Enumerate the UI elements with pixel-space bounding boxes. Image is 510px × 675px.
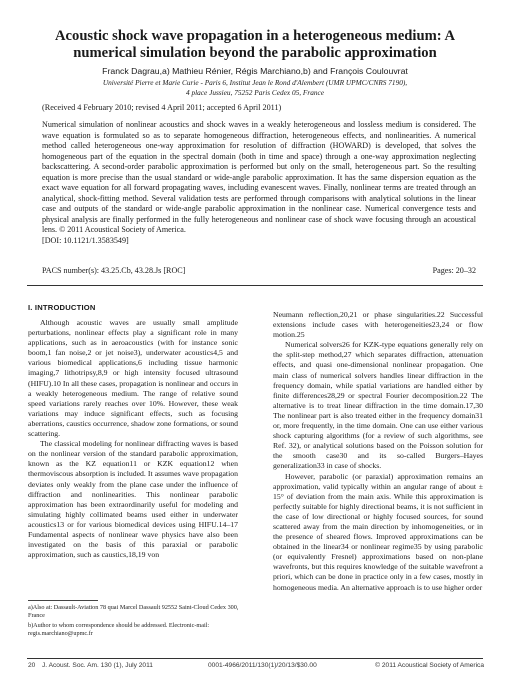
footnotes <box>28 600 240 640</box>
page-footer <box>28 661 484 671</box>
page-range: Pages: 20–32 <box>432 266 476 275</box>
article-code: 0001-4966/2011/130(1)/20/13/$30.00 <box>208 662 317 669</box>
journal-citation: J. Acoust. Soc. Am. 130 (1), July 2011 <box>42 662 153 669</box>
pacs-numbers: PACS number(s): 43.25.Cb, 43.28.Js [ROC] <box>42 266 186 275</box>
intro-paragraph-5: However, parabolic (or paraxial) approximation remains an approximation, valid typically within an angular range of about ± 15° of deviation from the main axis. While this approximation is perfectly suitable for highly directional beams, it is not sufficient in the case of low directional or highly focused sources, for sound scattered away from the main direction by inhomogeneities, or in the presence of sheared flows. Improved approximations can be obtained in the linear34 or nonlinear regime35 by using parabolic (or equivalently Fresnel) approximations based on non-plane wavefronts, but this requires knowledge of the suitable wavefront a priori, which can be done in practice only in a few cases, mostly in homogeneous media. An alternative approach is to use higher order <box>273 471 483 592</box>
page-number: 20 <box>28 662 36 669</box>
section-heading: I. INTRODUCTION <box>28 303 96 312</box>
footnote-divider <box>28 600 98 601</box>
author-list: Franck Dagrau,a) Mathieu Rénier, Régis Marchiano,b) and François Coulouvrat <box>102 66 408 76</box>
affiliation-line-1: Université Pierre et Marie Curie - Paris 6, Institut Jean le Rond d'Alembert (UMR UPMC/CNRS 7190), <box>102 78 408 87</box>
paper-title: Acoustic shock wave propagation in a heterogeneous medium: A numerical simulation beyond the parabolic approximation <box>55 28 455 61</box>
intro-paragraph-2: The classical modeling for nonlinear diffracting waves is based on the nonlinear version of the standard parabolic approximation, known as the KZ equation11 or KZK equation12 when thermoviscous absorption is included. It assumes wave propagation deviates only weakly from the plane case under the influence of diffraction and nonlinearities. This nonlinear parabolic approximation has been extraordinarily useful for modeling and simulating highly collimated beams used either in underwater acoustics13 or for various biomedical devices using HIFU.14–17 Fundamental aspects of nonlinear wave physics have also been investigated on the basis of this paraxial or parabolic approximation, such as caustics,18,19 von <box>28 439 238 560</box>
intro-paragraph-3: Neumann reflection,20,21 or phase singularities.22 Successful extensions include cases with heterogeneities23,24 or flow motion.25 <box>273 310 483 340</box>
pacs-row <box>42 265 476 276</box>
footnote-b: b)Author to whom correspondence should be addressed. Electronic-mail: regis.marchiano@upmc.fr <box>28 622 210 637</box>
affiliation <box>40 78 470 97</box>
affiliation-line-2: 4 place Jussieu, 75252 Paris Cedex 05, France <box>185 87 324 97</box>
intro-paragraph-1: Although acoustic waves are usually small amplitude perturbations, nonlinear effects play a significant role in many applications, such as in aeroacoustics (with for instance sonic boom,1 fan noise,2 or jet noise3), underwater acoustics4,5 and various biomedical applications,6 including tissue harmonic imaging,7 lithotripsy,8,9 or high intensity focused ultrasound (HIFU).10 In all these cases, propagation is nonlinear and occurs in a weakly heterogeneous medium. The range of relative sound speed variations rarely reaches over 10%. However, these weak variations may induce significant effects, such as focusing aberrations, caustics occurrence, shadow zone formations, or sound scattering. <box>28 318 238 439</box>
intro-paragraph-4: Numerical solvers26 for KZK-type equations generally rely on the split-step method,27 which separates diffraction, attenuation effects, and quasi one-dimensional nonlinear propagation. One main class of numerical solvers handles linear diffraction in the frequency domain, while spatial variations are handled either by finite differences28,29 or spectral Fourier decomposition.22 The alternative is to treat linear diffraction in the time domain.17,30 The nonlinear part is also treated either in the frequency domain31 or, more frequently, in the time domain. One can use either various shock capturing algorithms (for a review of such algorithms, see Ref. 32), or analytical solutions based on the Poisson solution for the smooth case30 and its so-called Burgers–Hayes generalization33 in case of shocks. <box>273 340 483 471</box>
right-column <box>273 310 483 593</box>
abstract <box>42 120 476 246</box>
received-dates: (Received 4 February 2010; revised 4 April 2011; accepted 6 April 2011) <box>42 103 282 112</box>
doi: [DOI: 10.1121/1.3583549] <box>42 235 129 245</box>
left-column <box>28 318 238 560</box>
copyright: © 2011 Acoustical Society of America <box>375 662 484 669</box>
header-divider <box>27 285 483 286</box>
footnote-a: a)Also at: Dassault-Aviation 78 quai Marcel Dassault 92552 Saint-Cloud Cedex 300, France <box>28 604 239 619</box>
abstract-text: Numerical simulation of nonlinear acoustics and shock waves in a weakly heterogeneous and lossless medium is considered. The wave equation is formulated so as to separate homogeneous diffraction, heterogeneous effects, and nonlinearities. A numerical method called heterogeneous one-way approximation for resolution of diffraction (HOWARD) is developed, that solves the homogeneous part of the equation in the spectral domain (both in time and space) through a one-way approximation neglecting backscattering. A second-order parabolic approximation is performed but only on the small, heterogeneous part. So the resulting equation is more precise than the usual standard or wide-angle parabolic approximation. It has the same dispersion equation as the exact wave equation for all forward propagating waves, including evanescent waves. Finally, nonlinear terms are treated through an analytical, shock-fitting method. Several validation tests are performed through comparisons with analytical solutions in the linear case and outputs of the standard or wide-angle parabolic approximation in the nonlinear case. Numerical convergence tests and physical analysis are finally performed in the fully heterogeneous and nonlinear case of shock wave focusing through an acoustical lens. © 2011 Acoustical Society of America. <box>42 120 476 234</box>
footer-divider <box>27 658 483 659</box>
